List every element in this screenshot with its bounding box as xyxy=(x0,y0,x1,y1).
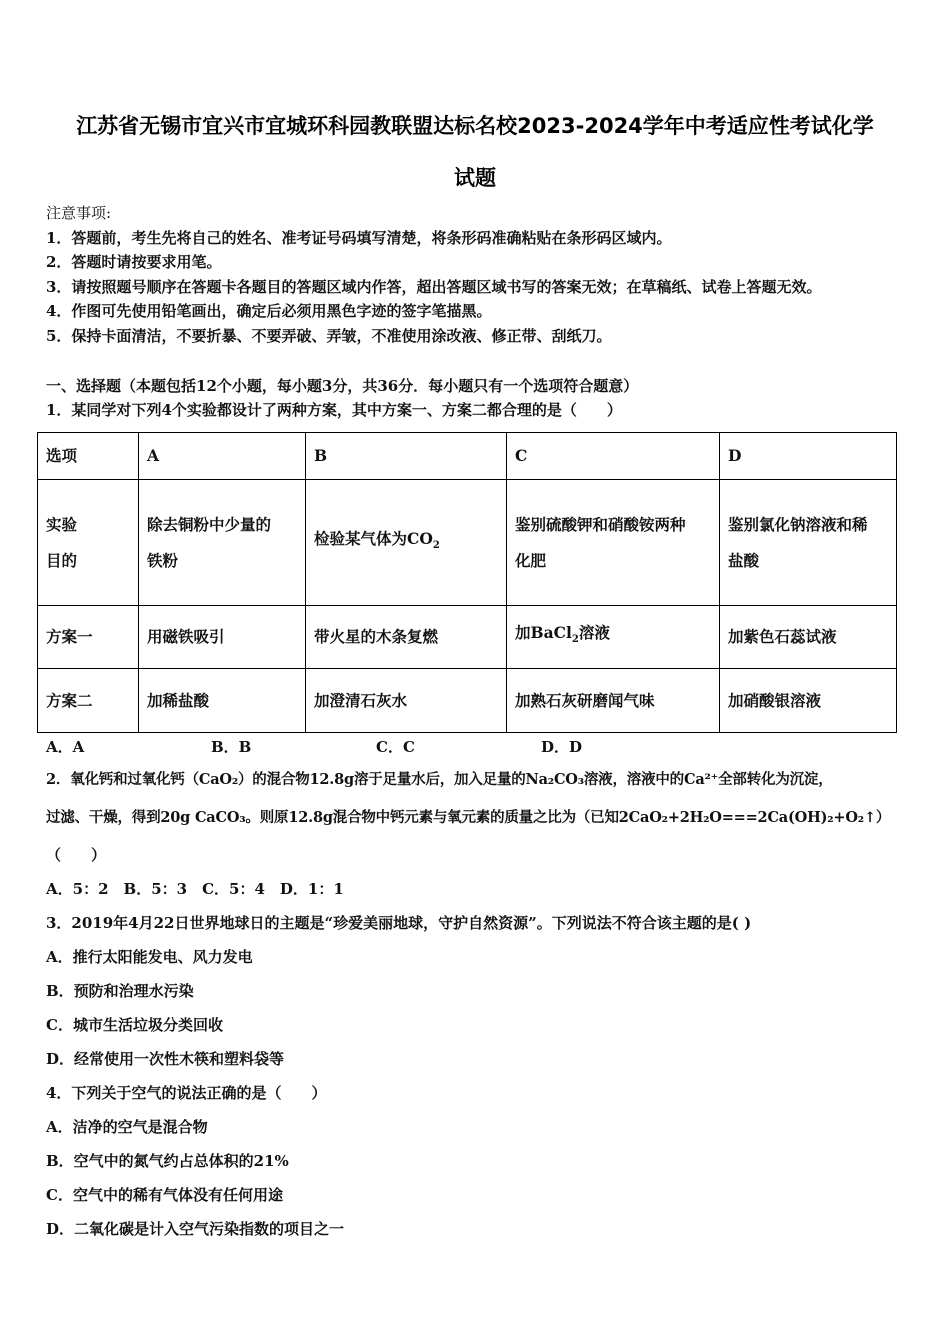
q4-option-c[interactable]: C．空气中的稀有气体没有任何用途 xyxy=(46,1186,283,1204)
table-cell: 用磁铁吸引 xyxy=(139,606,306,669)
table-header-cell: C xyxy=(507,433,720,480)
table-header-cell: B xyxy=(306,433,507,480)
note-item-2: 2．答题时请按要求用笔。 xyxy=(46,253,222,271)
table-header-cell: 选项 xyxy=(38,433,139,480)
table-row xyxy=(38,480,897,606)
table-row xyxy=(38,669,897,733)
table-cell: 方案一 xyxy=(38,606,139,669)
table-cell: 加澄清石灰水 xyxy=(306,669,507,733)
table-cell: 方案二 xyxy=(38,669,139,733)
table-cell: 加稀盐酸 xyxy=(139,669,306,733)
table-cell: 加硝酸银溶液 xyxy=(720,669,897,733)
note-item-3: 3．请按照题号顺序在答题卡各题目的答题区域内作答，超出答题区域书写的答案无效；在草稿纸、试卷上答题无效。 xyxy=(46,278,822,296)
table-header-cell: D xyxy=(720,433,897,480)
title-line-2: 试题 xyxy=(454,166,496,190)
table-cell: 加熟石灰研磨闻气味 xyxy=(507,669,720,733)
notes-heading: 注意事项: xyxy=(46,204,112,222)
q2-line-1: 2．氧化钙和过氧化钙（CaO₂）的混合物12.8g溶于足量水后，加入足量的Na₂CO₃溶液，溶液中的Ca²⁺全部转化为沉淀， xyxy=(46,771,833,788)
table-cell: 检验某气体为$CO_2$ xyxy=(306,480,507,606)
table-header-cell: A xyxy=(139,433,306,480)
q3-option-d[interactable]: D．经常使用一次性木筷和塑料袋等 xyxy=(46,1050,285,1068)
table-cell: 鉴别硫酸钾和硝酸铵两种 化肥 xyxy=(507,480,720,606)
note-item-5: 5．保持卡面清洁，不要折暴、不要弄破、弄皱，不准使用涂改液、修正带、刮纸刀。 xyxy=(46,327,612,345)
table-row xyxy=(38,606,897,669)
table-cell: 带火星的木条复燃 xyxy=(306,606,507,669)
q1-stem: 1．某同学对下列4个实验都设计了两种方案，其中方案一、方案二都合理的是（ ） xyxy=(46,401,622,419)
q2-line-3: （ ） xyxy=(46,846,107,864)
table-row xyxy=(38,433,897,480)
table-cell: 除去铜粉中少量的 铁粉 xyxy=(139,480,306,606)
q2-line-2: 过滤、干燥，得到20g CaCO₃。则原12.8g混合物中钙元素与氧元素的质量之比为（已知2CaO₂+2H₂O===2Ca(OH)₂+O₂↑） xyxy=(46,809,891,826)
q1-option-b[interactable]: B．B xyxy=(211,738,252,756)
q1-option-d[interactable]: D．D xyxy=(541,738,583,756)
q4-option-a[interactable]: A．洁净的空气是混合物 xyxy=(46,1118,208,1136)
section-heading: 一、选择题（本题包括12个小题，每小题3分，共36分．每小题只有一个选项符合题意） xyxy=(46,377,639,395)
q3-stem: 3．2019年4月22日世界地球日的主题是“珍爱美丽地球，守护自然资源”。下列说法不符合该主题的是( ) xyxy=(46,914,752,932)
title-line-1: 江苏省无锡市宜兴市宜城环科园教联盟达标名校2023-2024学年中考适应性考试化学 xyxy=(76,114,874,138)
table-cell: 加紫色石蕊试液 xyxy=(720,606,897,669)
q3-option-b[interactable]: B．预防和治理水污染 xyxy=(46,982,194,1000)
table-cell: 加BaCl$_2$溶液 xyxy=(507,606,720,669)
q4-stem: 4．下列关于空气的说法正确的是（ ） xyxy=(46,1084,327,1102)
q1-option-a[interactable]: A．A xyxy=(46,738,85,756)
q3-option-c[interactable]: C．城市生活垃圾分类回收 xyxy=(46,1016,223,1034)
table-cell: 鉴别氯化钠溶液和稀 盐酸 xyxy=(720,480,897,606)
q1-option-c[interactable]: C．C xyxy=(376,738,415,756)
q3-option-a[interactable]: A．推行太阳能发电、风力发电 xyxy=(46,948,253,966)
q4-option-b[interactable]: B．空气中的氮气约占总体积的21% xyxy=(46,1152,289,1170)
note-item-4: 4．作图可先使用铅笔画出，确定后必须用黑色字迹的签字笔描黑。 xyxy=(46,302,492,320)
note-item-1: 1．答题前，考生先将自己的姓名、准考证号码填写清楚，将条形码准确粘贴在条形码区域内。 xyxy=(46,229,672,247)
q2-options[interactable]: A．5：2 B．5：3 C．5：4 D．1：1 xyxy=(46,880,344,898)
q1-options xyxy=(46,737,582,757)
table-cell: 实验 目的 xyxy=(38,480,139,606)
q4-option-d[interactable]: D．二氧化碳是计入空气污染指数的项目之一 xyxy=(46,1220,345,1238)
q1-table xyxy=(37,432,897,733)
